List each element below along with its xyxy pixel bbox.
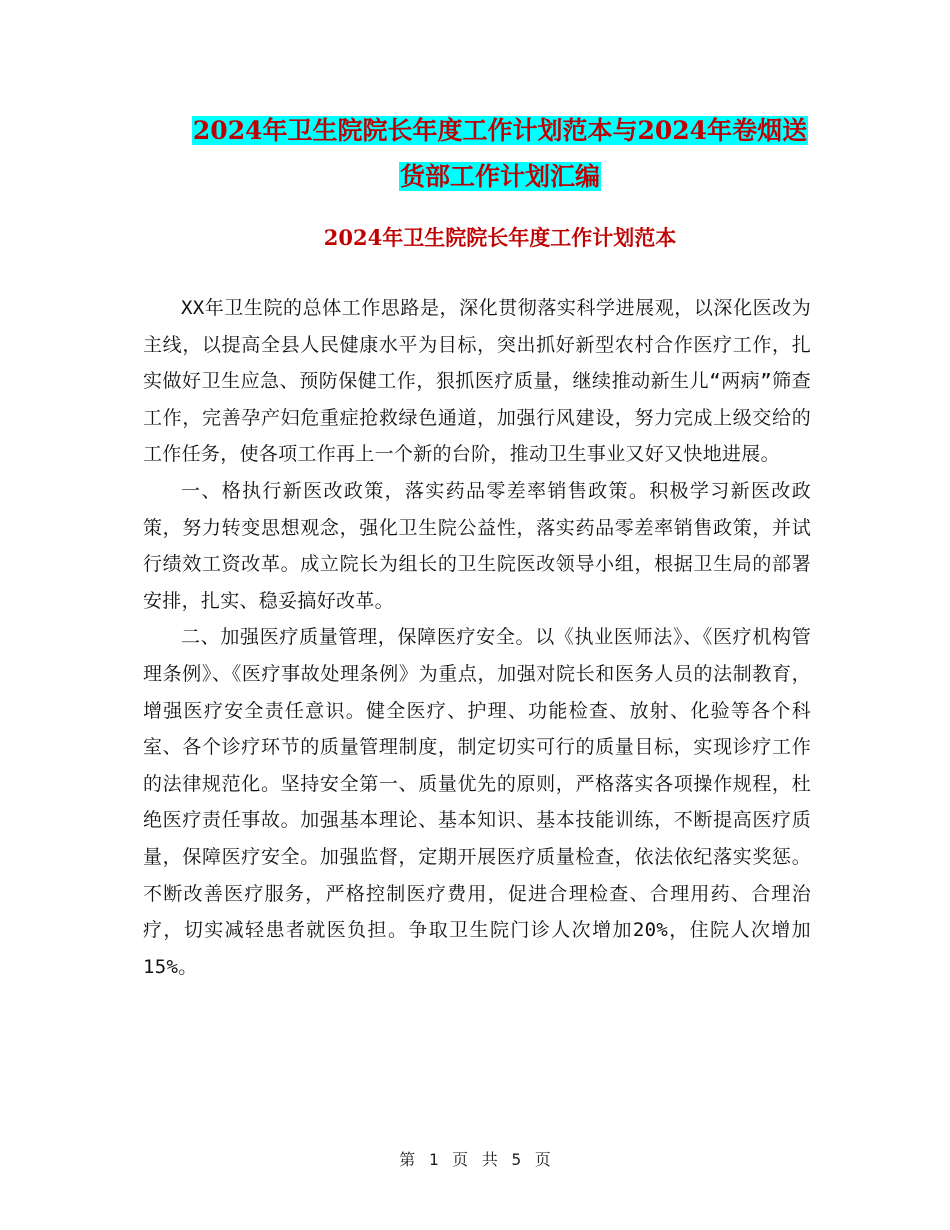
main-title	[140, 108, 860, 200]
main-title-line-1: 2024年卫生院院长年度工作计划范本与2024年卷烟送	[192, 116, 808, 145]
paragraph-intro: XX年卫生院的总体工作思路是，深化贯彻落实科学进展观，以深化医改为主线，以提高全县人民健康水平为目标，突出抓好新型农村合作医疗工作，扎实做好卫生应急、预防保健工作，狠抓医疗质量，继续推动新生儿“两病”筛查工作，完善孕产妇危重症抢救绿色通道，加强行风建设，努力完成上级交给的工作任务，使各项工作再上一个新的台阶，推动卫生事业又好又快地进展。	[143, 297, 811, 466]
body-text	[143, 290, 811, 985]
paragraph-item-2: 二、加强医疗质量管理，保障医疗安全。以《执业医师法》、《医疗机构管理条例》、《医疗事故处理条例》为重点，加强对院长和医务人员的法制教育，增强医疗安全责任意识。健全医疗、护理、功能检查、放射、化验等各个科室、各个诊疗环节的质量管理制度，制定切实可行的质量目标，实现诊疗工作的法律规范化。坚持安全第一、质量优先的原则，严格落实各项操作规程，杜绝医疗责任事故。加强基本理论、基本知识、基本技能训练，不断提高医疗质量，保障医疗安全。加强监督，定期开展医疗质量检查，依法依纪落实奖惩。不断改善医疗服务，严格控制医疗费用，促进合理检查、合理用药、合理治疗，切实减轻患者就医负担。争取卫生院门诊人次增加20%，住院人次增加15%。	[143, 626, 811, 978]
paragraph-item-1: 一、格执行新医改政策，落实药品零差率销售政策。积极学习新医改政策，努力转变思想观念，强化卫生院公益性，落实药品零差率销售政策，并试行绩效工资改革。成立院长为组长的卫生院医改领导小组，根据卫生局的部署安排，扎实、稳妥搞好改革。	[143, 479, 811, 612]
page-footer: 第 1 页 共 5 页	[399, 1150, 551, 1169]
main-title-line-2: 货部工作计划汇编	[399, 162, 600, 191]
section-title: 2024年卫生院院长年度工作计划范本	[323, 225, 677, 250]
